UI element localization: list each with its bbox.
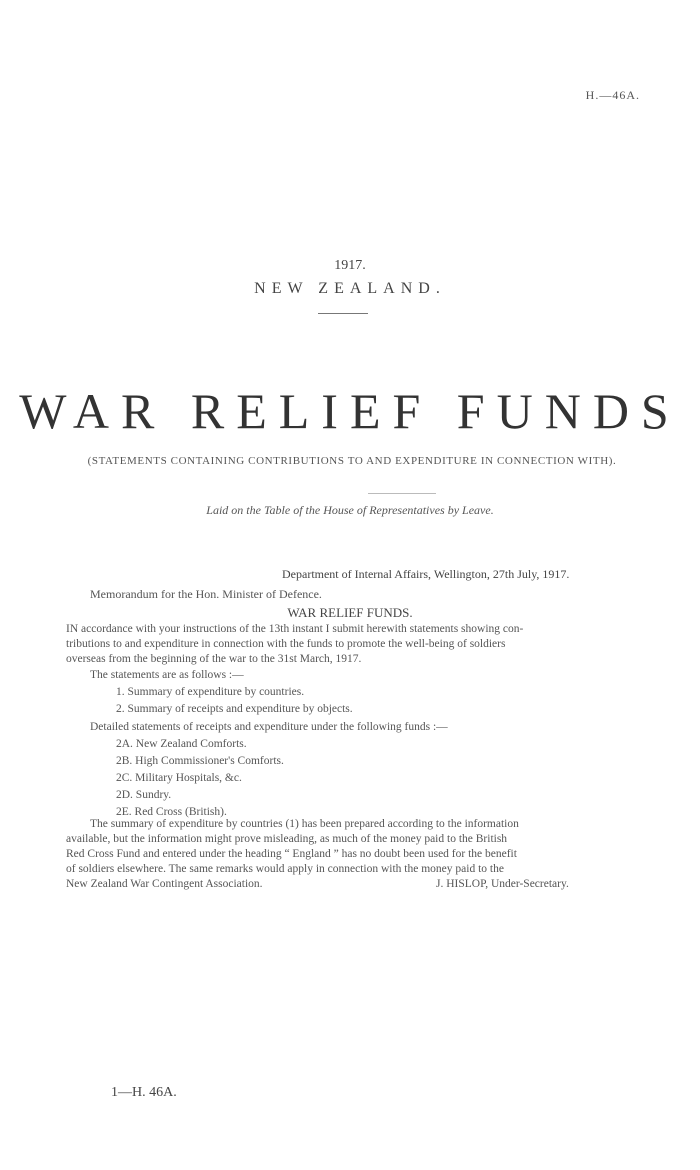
document-subtitle: (STATEMENTS CONTAINING CONTRIBUTIONS TO AND EXPENDITURE IN CONNECTION WITH). xyxy=(87,455,617,467)
page-footer: 1—H. 46A. xyxy=(111,1085,177,1100)
list-item: 2C. Military Hospitals, &c. xyxy=(116,772,242,784)
country-heading: NEW ZEALAND. xyxy=(254,280,446,297)
paragraph-line: The summary of expenditure by countries (1) has been prepared according to the information xyxy=(90,818,519,830)
list-item: 2A. New Zealand Comforts. xyxy=(116,738,247,750)
paragraph-intro xyxy=(66,622,523,667)
laid-on-table-note: Laid on the Table of the House of Representatives by Leave. xyxy=(206,503,494,517)
document-reference: H.—46A. xyxy=(585,88,640,102)
statements-intro: The statements are as follows :— xyxy=(90,669,244,681)
signature-line: J. HISLOP, Under-Secretary. xyxy=(436,878,569,890)
document-year: 1917. xyxy=(334,258,366,273)
divider-rule-2 xyxy=(368,493,436,494)
paragraph-line: tributions to and expenditure in connection with the funds to promote the well-being of soldiers xyxy=(66,638,506,650)
divider-rule xyxy=(318,313,368,314)
list-item: 2E. Red Cross (British). xyxy=(116,806,227,818)
document-title: WAR RELIEF FUNDS xyxy=(19,383,681,439)
paragraph-line: of soldiers elsewhere. The same remarks would apply in connection with the money paid to the xyxy=(66,863,504,875)
department-dateline: Department of Internal Affairs, Wellington, 27th July, 1917. xyxy=(282,567,570,581)
paragraph-line: IN accordance with your instructions of the 13th instant I submit herewith statements showing con- xyxy=(66,623,524,635)
section-heading: WAR RELIEF FUNDS. xyxy=(287,605,413,620)
list-item: 2. Summary of receipts and expenditure by objects. xyxy=(116,703,353,715)
list-item: 1. Summary of expenditure by countries. xyxy=(116,686,305,698)
memorandum-line: Memorandum for the Hon. Minister of Defence. xyxy=(90,587,322,601)
funds-list xyxy=(90,720,448,820)
statements-list xyxy=(90,668,353,717)
detail-intro: Detailed statements of receipts and expenditure under the following funds :— xyxy=(90,721,448,733)
paragraph-line: overseas from the beginning of the war to the 31st March, 1917. xyxy=(66,653,362,665)
paragraph-line: available, but the information might prove misleading, as much of the money paid to the British xyxy=(66,833,508,845)
list-item: 2D. Sundry. xyxy=(116,789,172,801)
list-item: 2B. High Commissioner's Comforts. xyxy=(116,755,284,767)
paragraph-line: Red Cross Fund and entered under the heading “ England ” has no doubt been used for the benefit xyxy=(66,848,517,860)
paragraph-line: New Zealand War Contingent Association. xyxy=(66,878,263,890)
